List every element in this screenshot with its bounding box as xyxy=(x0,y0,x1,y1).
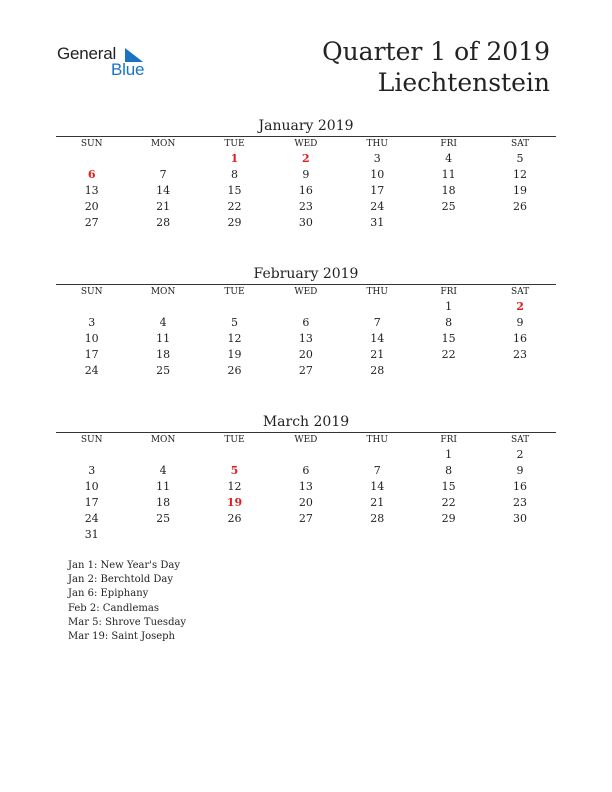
day-cell: 21 xyxy=(156,200,171,213)
weekday-header: THU xyxy=(366,139,388,149)
calendar-grid xyxy=(56,285,556,379)
day-cell: 23 xyxy=(513,348,528,361)
weekday-header: MON xyxy=(150,139,176,149)
month-january xyxy=(56,116,556,231)
holiday-day-cell: 19 xyxy=(226,496,243,509)
day-cell: 24 xyxy=(84,512,99,525)
day-cell xyxy=(56,447,127,463)
day-cell: 28 xyxy=(370,364,385,377)
holiday-day-cell: 6 xyxy=(87,168,96,181)
day-cell: 14 xyxy=(156,184,171,197)
weekday-header: THU xyxy=(366,435,388,445)
title-quarter: Quarter 1 of 2019 xyxy=(322,37,550,66)
day-cell: 7 xyxy=(159,168,167,181)
logo-text-blue: Blue xyxy=(111,60,145,79)
weekday-header: MON xyxy=(150,287,176,297)
day-cell: 20 xyxy=(84,200,99,213)
month-title: February 2019 xyxy=(253,266,359,282)
day-cell: 12 xyxy=(227,480,242,493)
holiday-day-cell: 2 xyxy=(516,300,524,313)
day-cell: 12 xyxy=(513,168,528,181)
day-cell xyxy=(127,299,198,315)
day-cell xyxy=(342,299,413,315)
day-cell xyxy=(199,447,270,463)
day-cell xyxy=(484,363,555,379)
day-cell xyxy=(413,363,484,379)
day-cell: 20 xyxy=(298,348,313,361)
day-cell: 10 xyxy=(84,480,99,493)
weekday-header: WED xyxy=(294,435,318,445)
day-cell: 5 xyxy=(516,152,524,165)
day-cell: 26 xyxy=(227,364,242,377)
day-cell xyxy=(270,299,341,315)
day-cell: 27 xyxy=(298,512,313,525)
month-march xyxy=(56,412,556,543)
logo-text-general: General xyxy=(57,44,117,63)
day-cell: 6 xyxy=(302,464,310,477)
day-cell: 3 xyxy=(88,316,96,329)
day-cell: 31 xyxy=(370,216,385,229)
day-cell: 23 xyxy=(298,200,313,213)
weekday-header: SAT xyxy=(510,287,530,297)
holiday-entry: Feb 2: Candlemas xyxy=(68,602,159,614)
day-cell: 15 xyxy=(227,184,242,197)
weekday-header: SUN xyxy=(80,139,103,149)
day-cell: 26 xyxy=(227,512,242,525)
day-cell: 7 xyxy=(373,464,381,477)
day-cell: 6 xyxy=(302,316,310,329)
weekday-header: SAT xyxy=(510,139,530,149)
day-cell: 4 xyxy=(445,152,453,165)
day-cell: 24 xyxy=(370,200,385,213)
holiday-day-cell: 2 xyxy=(302,152,310,165)
day-cell xyxy=(413,527,484,543)
weekday-header: SUN xyxy=(80,287,103,297)
weekday-header: THU xyxy=(366,287,388,297)
day-cell: 21 xyxy=(370,348,385,361)
day-cell xyxy=(127,527,198,543)
day-cell: 25 xyxy=(156,364,171,377)
day-cell: 17 xyxy=(84,496,99,509)
weekday-header: WED xyxy=(294,287,318,297)
day-cell: 31 xyxy=(84,528,99,541)
day-cell: 27 xyxy=(298,364,313,377)
day-cell xyxy=(270,447,341,463)
day-cell: 24 xyxy=(84,364,99,377)
day-cell: 9 xyxy=(516,316,524,329)
day-cell: 8 xyxy=(445,464,453,477)
day-cell: 20 xyxy=(298,496,313,509)
weekday-header: TUE xyxy=(224,287,245,297)
day-cell: 9 xyxy=(516,464,524,477)
weekday-header: SUN xyxy=(80,435,103,445)
day-cell xyxy=(127,151,198,167)
month-title: January 2019 xyxy=(258,118,354,134)
calendar-grid xyxy=(56,137,556,231)
day-cell: 11 xyxy=(441,168,456,181)
month-february xyxy=(56,264,556,379)
generalblue-logo xyxy=(57,44,157,84)
day-cell: 12 xyxy=(227,332,242,345)
day-cell: 29 xyxy=(227,216,242,229)
day-cell: 14 xyxy=(370,332,385,345)
day-cell: 25 xyxy=(156,512,171,525)
holiday-entry: Jan 6: Epiphany xyxy=(68,588,149,600)
day-cell xyxy=(199,299,270,315)
day-cell: 19 xyxy=(227,348,242,361)
day-cell: 16 xyxy=(513,480,528,493)
day-cell: 13 xyxy=(298,332,313,345)
day-cell: 15 xyxy=(441,332,456,345)
day-cell: 18 xyxy=(156,348,171,361)
day-cell: 19 xyxy=(513,184,528,197)
day-cell: 18 xyxy=(156,496,171,509)
holiday-list xyxy=(68,559,186,644)
day-cell xyxy=(413,215,484,231)
holiday-entry: Jan 1: New Year's Day xyxy=(68,560,180,571)
calendar-grid xyxy=(56,433,556,543)
day-cell: 29 xyxy=(441,512,456,525)
day-cell: 7 xyxy=(373,316,381,329)
day-cell: 8 xyxy=(445,316,453,329)
day-cell xyxy=(342,447,413,463)
day-cell xyxy=(484,527,555,543)
day-cell: 22 xyxy=(441,348,456,361)
day-cell: 4 xyxy=(159,316,167,329)
day-cell: 17 xyxy=(370,184,385,197)
title-country: Liechtenstein xyxy=(377,68,550,97)
weekday-header: FRI xyxy=(440,139,457,149)
day-cell: 2 xyxy=(516,448,524,461)
weekday-header: SAT xyxy=(510,435,530,445)
holiday-day-cell: 1 xyxy=(230,152,239,165)
day-cell: 25 xyxy=(441,200,456,213)
day-cell: 15 xyxy=(441,480,456,493)
day-cell: 17 xyxy=(84,348,99,361)
day-cell: 13 xyxy=(298,480,313,493)
day-cell: 21 xyxy=(370,496,385,509)
day-cell: 10 xyxy=(370,168,385,181)
day-cell: 1 xyxy=(445,448,453,461)
weekday-header: FRI xyxy=(440,435,457,445)
day-cell xyxy=(127,447,198,463)
day-cell: 4 xyxy=(159,464,167,477)
day-cell: 16 xyxy=(513,332,528,345)
day-cell: 28 xyxy=(156,216,171,229)
day-cell: 8 xyxy=(230,168,238,181)
day-cell: 28 xyxy=(370,512,385,525)
day-cell: 30 xyxy=(513,512,528,525)
weekday-header: TUE xyxy=(224,139,245,149)
day-cell: 14 xyxy=(370,480,385,493)
day-cell xyxy=(342,527,413,543)
day-cell xyxy=(56,151,127,167)
day-cell: 5 xyxy=(230,316,238,329)
day-cell: 23 xyxy=(513,496,528,509)
weekday-header: TUE xyxy=(224,435,245,445)
day-cell: 18 xyxy=(441,184,456,197)
day-cell: 30 xyxy=(298,216,313,229)
day-cell: 11 xyxy=(156,332,171,345)
weekday-header: FRI xyxy=(440,287,457,297)
weekday-header: WED xyxy=(294,139,318,149)
day-cell xyxy=(270,527,341,543)
day-cell xyxy=(484,215,555,231)
holiday-entry: Mar 5: Shrove Tuesday xyxy=(68,616,187,628)
weekday-header: MON xyxy=(150,435,176,445)
day-cell: 22 xyxy=(227,200,242,213)
day-cell: 3 xyxy=(88,464,96,477)
day-cell xyxy=(199,527,270,543)
day-cell: 9 xyxy=(302,168,310,181)
day-cell: 27 xyxy=(84,216,99,229)
day-cell: 22 xyxy=(441,496,456,509)
day-cell: 11 xyxy=(156,480,171,493)
page-title xyxy=(322,36,550,98)
day-cell: 26 xyxy=(513,200,528,213)
day-cell: 3 xyxy=(373,152,381,165)
day-cell: 16 xyxy=(298,184,313,197)
month-title: March 2019 xyxy=(262,414,350,430)
day-cell: 13 xyxy=(84,184,99,197)
day-cell xyxy=(56,299,127,315)
holiday-entry: Mar 19: Saint Joseph xyxy=(68,631,176,643)
holiday-day-cell: 5 xyxy=(230,464,239,477)
day-cell: 10 xyxy=(84,332,99,345)
day-cell: 1 xyxy=(445,300,453,313)
holiday-entry: Jan 2: Berchtold Day xyxy=(68,574,174,586)
